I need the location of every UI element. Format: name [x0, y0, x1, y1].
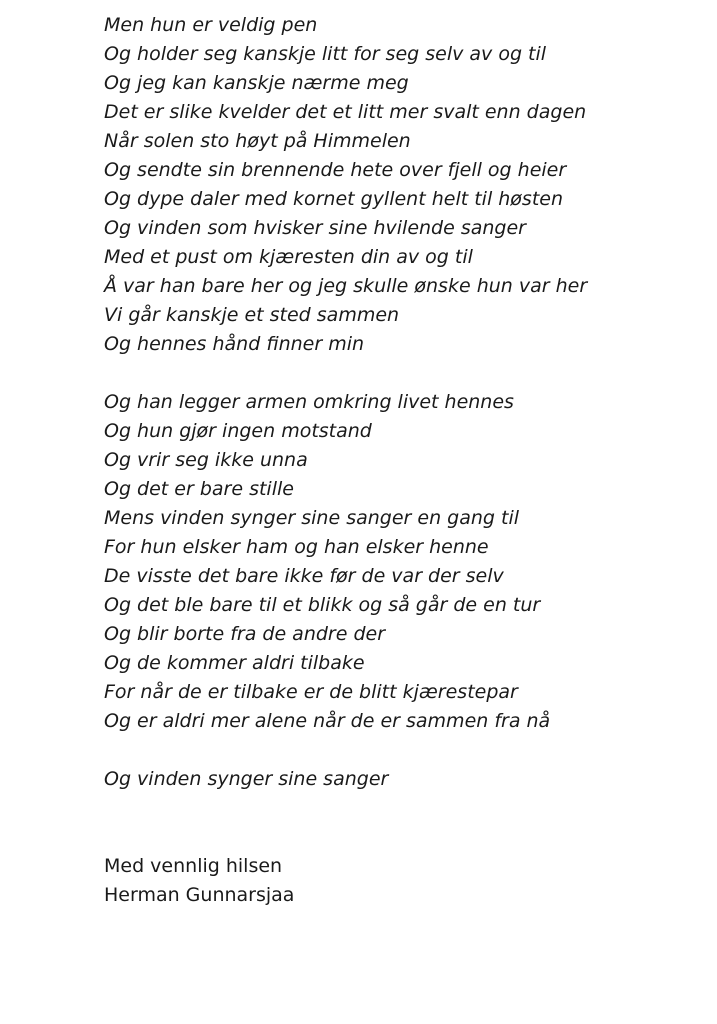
poem-line: Og vrir seg ikke unna: [104, 449, 308, 471]
poem-line: De visste det bare ikke før de var der selv: [104, 565, 504, 587]
signoff-spacer: [104, 794, 704, 852]
poem-line: Og det ble bare til et blikk og så går de en tur: [104, 594, 541, 616]
poem-line: Med et pust om kjæresten din av og til: [104, 246, 473, 268]
poem-line: Og vinden som hvisker sine hvilende sanger: [104, 217, 526, 239]
poem-line: Når solen sto høyt på Himmelen: [104, 130, 411, 152]
poem-line: Og jeg kan kanskje nærme meg: [104, 72, 409, 94]
poem-line: Og blir borte fra de andre der: [104, 623, 386, 645]
poem-line: Vi går kanskje et sted sammen: [104, 304, 400, 326]
poem-line: Og det er bare stille: [104, 478, 294, 500]
poem-line: For hun elsker ham og han elsker henne: [104, 536, 489, 558]
poem-line: Å var han bare her og jeg skulle ønske hun var her: [104, 275, 588, 297]
poem-line: Og hun gjør ingen motstand: [104, 420, 372, 442]
poem-stanza-1: [104, 11, 704, 359]
signoff-greeting: Med vennlig hilsen: [104, 855, 283, 877]
poem-line: For når de er tilbake er de blitt kjærestepar: [104, 681, 518, 703]
poem-line: Og hennes hånd finner min: [104, 333, 365, 355]
poem-line: Og holder seg kanskje litt for seg selv av og til: [104, 43, 547, 65]
poem-closing-line: Og vinden synger sine sanger: [104, 768, 389, 790]
signoff-block: [104, 852, 704, 910]
poem-line: Og er aldri mer alene når de er sammen fra nå: [104, 710, 551, 732]
signoff-name: Herman Gunnarsjaa: [104, 884, 295, 906]
poem-line: Og dype daler med kornet gyllent helt til høsten: [104, 188, 564, 210]
poem-line: Og han legger armen omkring livet hennes: [104, 391, 514, 413]
stanza-spacer: [104, 736, 704, 765]
stanza-spacer: [104, 359, 704, 388]
poem-line: Mens vinden synger sine sanger en gang til: [104, 507, 520, 529]
poem-line: Men hun er veldig pen: [104, 14, 318, 36]
poem-line: Og sendte sin brennende hete over fjell og heier: [104, 159, 567, 181]
poem-line: Det er slike kvelder det et litt mer svalt enn dagen: [104, 101, 587, 123]
poem-closing: [104, 765, 704, 794]
poem-text: [104, 11, 704, 910]
poem-line: Og de kommer aldri tilbake: [104, 652, 365, 674]
poem-stanza-2: [104, 388, 704, 736]
